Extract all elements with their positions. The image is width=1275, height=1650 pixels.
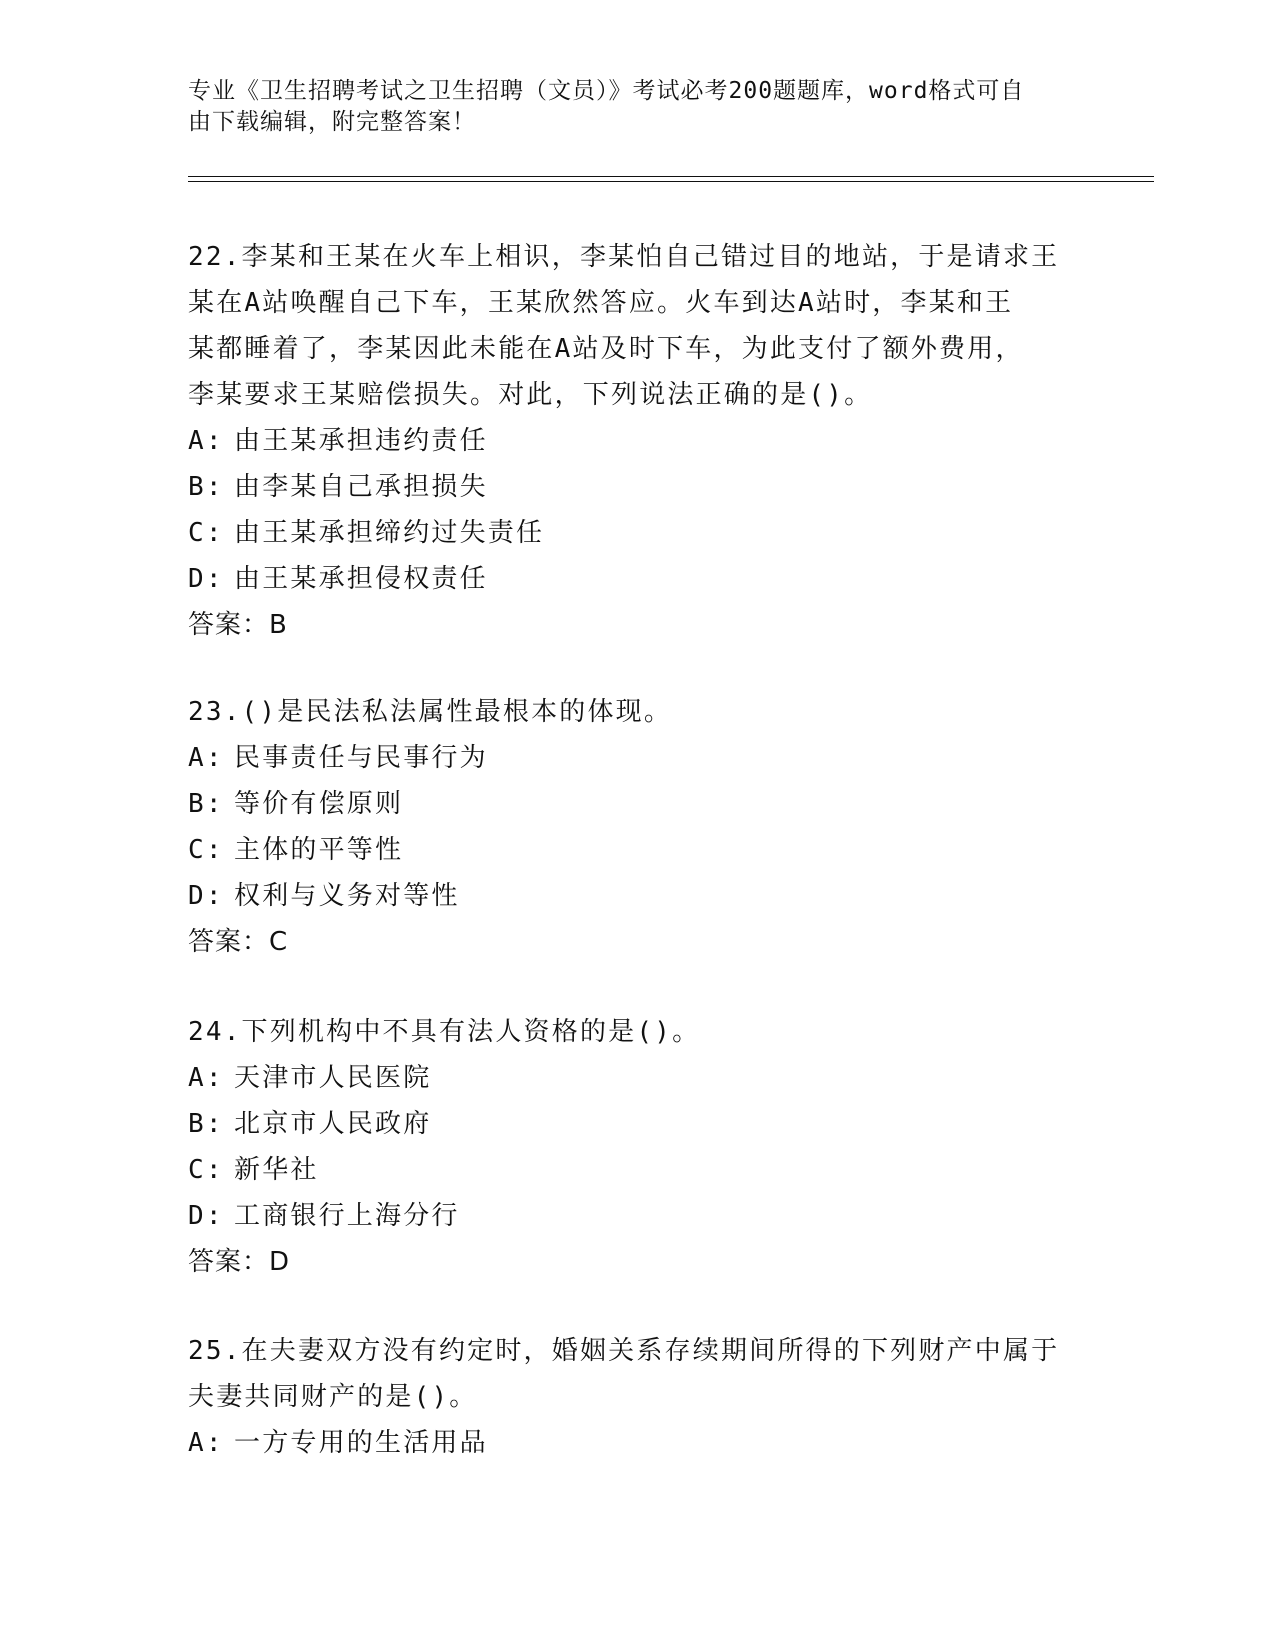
option-letter: B: — [188, 1109, 224, 1139]
option-text: 由李某自己承担损失 — [234, 472, 488, 502]
header-divider-bottom — [188, 181, 1154, 182]
option-text: 主体的平等性 — [234, 835, 404, 865]
question-stem-line: 李某要求王某赔偿损失。对此，下列说法正确的是()。 — [188, 380, 873, 410]
option-b — [188, 1101, 1088, 1147]
option-letter: A: — [188, 743, 224, 773]
option-text: 由王某承担违约责任 — [234, 426, 488, 456]
header-line-1: 专业《卫生招聘考试之卫生招聘（文员）》考试必考200题题库，word格式可自 — [188, 78, 1025, 104]
option-a — [188, 1420, 1088, 1466]
option-letter: C: — [188, 1155, 224, 1185]
option-a — [188, 735, 1088, 781]
option-letter: D: — [188, 564, 224, 594]
question-stem-line: 25.在夫妻双方没有约定时，婚姻关系存续期间所得的下列财产中属于 — [188, 1336, 1060, 1366]
option-text: 工商银行上海分行 — [234, 1201, 460, 1231]
option-letter: B: — [188, 472, 224, 502]
option-letter: C: — [188, 835, 224, 865]
option-text: 一方专用的生活用品 — [234, 1428, 488, 1458]
header-divider-top — [188, 176, 1154, 177]
option-text: 由王某承担缔约过失责任 — [234, 518, 545, 548]
option-d — [188, 1193, 1088, 1239]
option-text: 民事责任与民事行为 — [234, 743, 488, 773]
answer-line: 答案：D — [188, 1247, 291, 1277]
option-letter: B: — [188, 789, 224, 819]
option-a — [188, 1055, 1088, 1101]
answer-line: 答案：B — [188, 610, 288, 640]
option-a — [188, 418, 1088, 464]
option-letter: A: — [188, 1063, 224, 1093]
option-letter: C: — [188, 518, 224, 548]
question-stem-line: 24.下列机构中不具有法人资格的是()。 — [188, 1017, 701, 1047]
question-25 — [188, 1328, 1088, 1466]
option-text: 权利与义务对等性 — [234, 881, 460, 911]
question-stem-line: 某在A站唤醒自己下车，王某欣然答应。火车到达A站时，李某和王 — [188, 288, 1014, 318]
option-c — [188, 827, 1088, 873]
option-d — [188, 556, 1088, 602]
question-stem-line: 23.()是民法私法属性最根本的体现。 — [188, 697, 673, 727]
question-24 — [188, 1009, 1088, 1285]
option-letter: A: — [188, 426, 224, 456]
answer-line: 答案：C — [188, 927, 289, 957]
option-letter: D: — [188, 1201, 224, 1231]
question-stem-line: 某都睡着了，李某因此未能在A站及时下车，为此支付了额外费用， — [188, 334, 1024, 364]
header-line-2: 由下载编辑，附完整答案！ — [188, 109, 476, 135]
option-b — [188, 464, 1088, 510]
option-text: 天津市人民医院 — [234, 1063, 432, 1093]
option-c — [188, 1147, 1088, 1193]
option-text: 等价有偿原则 — [234, 789, 404, 819]
option-text: 由王某承担侵权责任 — [234, 564, 488, 594]
option-text: 新华社 — [234, 1155, 319, 1185]
option-d — [188, 873, 1088, 919]
question-stem-line: 夫妻共同财产的是()。 — [188, 1382, 478, 1412]
question-23 — [188, 689, 1088, 965]
question-stem-line: 22.李某和王某在火车上相识，李某怕自己错过目的地站，于是请求王 — [188, 242, 1060, 272]
question-22 — [188, 234, 1088, 648]
option-c — [188, 510, 1088, 556]
document-header — [188, 76, 1088, 138]
option-b — [188, 781, 1088, 827]
option-letter: D: — [188, 881, 224, 911]
option-text: 北京市人民政府 — [234, 1109, 432, 1139]
option-letter: A: — [188, 1428, 224, 1458]
